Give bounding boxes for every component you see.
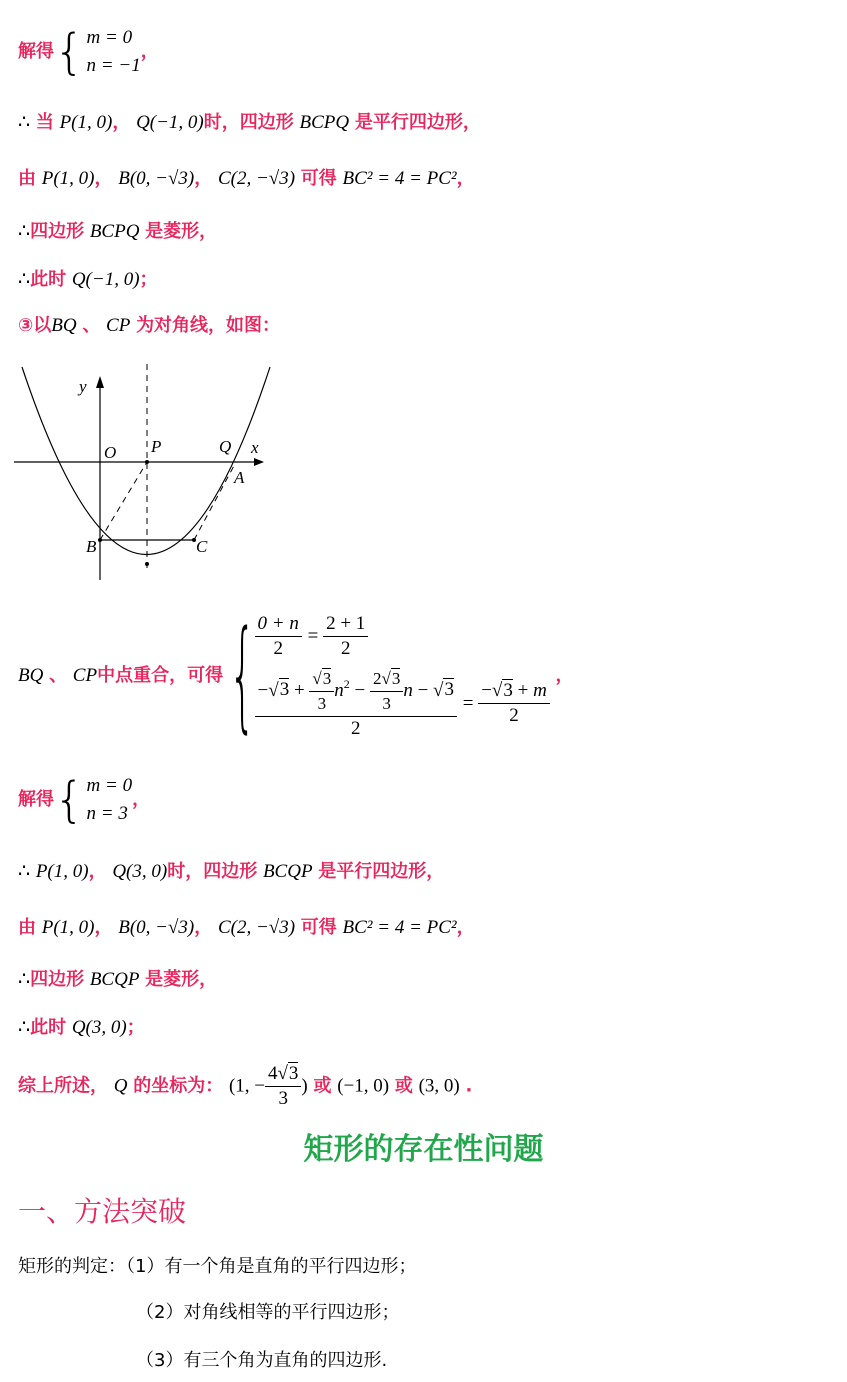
parabola-figure — [14, 362, 276, 588]
solution-line-5: ∴此时 Q(−1, 0)； — [18, 269, 158, 290]
criteria-line-1: 矩形的判定：（1）有一个角是直角的平行四边形； — [18, 1256, 417, 1277]
solution-line-3: 由 P(1, 0)， B(0, −√3)， C(2, −√3) 可得 BC² = 4 = PC²， — [18, 168, 475, 189]
solution-line-4: ∴四边形 BCPQ 是菱形， — [18, 221, 218, 242]
conclusion-line: 综上所述， Q 的坐标为： (1, − $\frac{4√3}{3}$ ) 或 (−1, 0) 或 (3, 0) . — [18, 1063, 473, 1109]
solution-line-10: 由 P(1, 0)， B(0, −√3)， C(2, −√3) 可得 BC² = 4 = PC²， — [18, 917, 475, 938]
label-x: x — [251, 438, 259, 457]
equation-system: m = 0 n = −1 — [86, 27, 141, 76]
point-p — [145, 460, 149, 464]
criteria-line-3: （3）有三个角为直角的四边形. — [136, 1350, 388, 1371]
brace: { — [54, 24, 85, 80]
label-y: y — [79, 377, 87, 396]
vertex-point — [145, 562, 149, 566]
section-heading: 一、方法突破 — [18, 1195, 187, 1228]
text: 解得 — [18, 41, 54, 62]
x-axis-arrow — [254, 458, 264, 466]
y-axis-arrow — [96, 376, 104, 388]
parabola-diagram — [14, 362, 276, 584]
label-q: Q — [219, 437, 232, 456]
label-o: O — [104, 443, 117, 462]
point-b — [98, 538, 102, 542]
solution-line-7: BQ 、 CP中点重合，可得 { $\frac{0 + n}{2}$ = $\frac{2 + 1}{2}$ −√3 + $\frac{√3}{3}$ $n^2$ − $\frac{2√3}{3}$ n − √3 2 = $\frac{-√3 + m}{2}$ ， — [18, 606, 574, 745]
solution-line-6: ③以BQ 、 CP 为对角线，如图： — [18, 315, 281, 336]
segment-cq — [194, 462, 236, 540]
solution-line-8: 解得{ m = 0 n = 3， — [18, 772, 151, 828]
label-a: A — [234, 468, 245, 487]
solution-line-12: ∴此时 Q(3, 0)； — [18, 1017, 145, 1038]
solution-line-11: ∴四边形 BCQP 是菱形， — [18, 969, 218, 990]
criteria-line-2: （2）对角线相等的平行四边形； — [136, 1302, 400, 1323]
segment-bp — [100, 462, 147, 540]
label-c: C — [196, 537, 208, 556]
label-p: P — [151, 437, 162, 456]
solution-line-9: ∴ P(1, 0)， Q(3, 0)时，四边形 BCQP 是平行四边形， — [18, 861, 445, 882]
brace-large: { — [228, 606, 256, 745]
solution-line-2: ∴ 当 P(1, 0)， Q(−1, 0)时，四边形 BCPQ 是平行四边形， — [18, 112, 481, 133]
midpoint-equations: $\frac{0 + n}{2}$ = $\frac{2 + 1}{2}$ −√3 + $\frac{√3}{3}$ $n^2$ − $\frac{2√3}{3}$ n − √3 2 = $\frac{-√3 + m}{2}$ — [255, 612, 550, 741]
section-title: 矩形的存在性问题 — [303, 1132, 544, 1167]
label-b: B — [86, 537, 97, 556]
solution-line-1: 解得{ m = 0 n = −1， — [18, 24, 159, 80]
